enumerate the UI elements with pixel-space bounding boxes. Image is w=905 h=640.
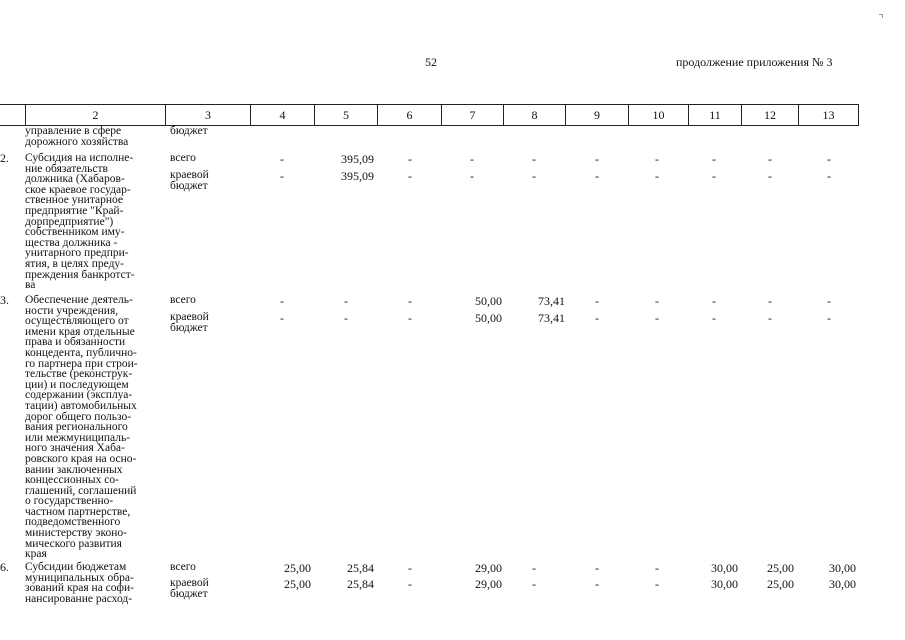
value-cell: - <box>595 561 599 575</box>
row-description: Обеспечение деятель- ности учреждения, осуществляющего от имени края отдельные права и обязанности концедента, публично- го партнера при строи- тельстве (реконструк- ции) и последующем содержании (эксплуа- тации) автомобильных дорог общего пользо- вания регионального или межмуниципаль- ного значения Хаба- ровского края на осно- вании заключенных концессионных со- глашений, соглашений о государственно- частном партнерстве, подведомственного министерству эконо- мического развития края <box>25 294 138 561</box>
value-cell: 29,00 <box>475 577 502 591</box>
value-cell: - <box>532 152 536 166</box>
row-description: Субсидии бюджетам муниципальных обра- зований края на софи- нансирование расход- <box>25 561 134 605</box>
row-type-total: всего <box>170 561 196 573</box>
value-cell: 73,41 <box>538 311 565 325</box>
header-col-7: 7 <box>441 104 503 126</box>
continuation-label: продолжение приложения № 3 <box>676 55 833 69</box>
header-col-1 <box>0 104 25 126</box>
value-cell: 30,00 <box>829 577 856 591</box>
value-cell: 25,84 <box>347 577 374 591</box>
value-cell: - <box>408 152 412 166</box>
value-cell: - <box>655 561 659 575</box>
row-type-regional: краевой бюджет <box>170 311 209 334</box>
carryover-type: бюджет <box>170 125 208 137</box>
value-cell: 29,00 <box>475 561 502 575</box>
value-cell: 50,00 <box>475 311 502 325</box>
carryover-description: управление в сфере дорожного хозяйства <box>25 125 129 148</box>
value-cell: - <box>768 152 772 166</box>
value-cell: - <box>712 152 716 166</box>
value-cell: - <box>408 561 412 575</box>
row-number: 6. <box>0 560 9 574</box>
value-cell: - <box>470 169 474 183</box>
row-type-total: всего <box>170 294 196 306</box>
value-cell: - <box>768 311 772 325</box>
value-cell: - <box>827 169 831 183</box>
row-type-total: всего <box>170 152 196 164</box>
value-cell: - <box>532 561 536 575</box>
value-cell: - <box>280 311 284 325</box>
value-cell: - <box>595 311 599 325</box>
value-cell: - <box>344 311 348 325</box>
value-cell: - <box>827 311 831 325</box>
value-cell: - <box>280 152 284 166</box>
row-number: 3. <box>0 293 9 307</box>
value-cell: - <box>470 152 474 166</box>
header-col-9: 9 <box>565 104 628 126</box>
header-col-3: 3 <box>165 104 250 126</box>
value-cell: - <box>768 294 772 308</box>
header-col-8: 8 <box>503 104 565 126</box>
value-cell: 25,00 <box>767 561 794 575</box>
value-cell: - <box>532 577 536 591</box>
value-cell: - <box>655 294 659 308</box>
value-cell: - <box>655 577 659 591</box>
value-cell: - <box>408 577 412 591</box>
header-col-4: 4 <box>250 104 314 126</box>
row-type-regional: краевой бюджет <box>170 169 209 192</box>
value-cell: 395,09 <box>341 169 374 183</box>
page-number: 52 <box>425 55 437 69</box>
value-cell: 25,00 <box>284 577 311 591</box>
value-cell: - <box>280 169 284 183</box>
value-cell: - <box>595 577 599 591</box>
value-cell: 25,84 <box>347 561 374 575</box>
value-cell: - <box>712 169 716 183</box>
row-number: 2. <box>0 151 9 165</box>
value-cell: 30,00 <box>711 577 738 591</box>
header-col-2: 2 <box>25 104 165 126</box>
value-cell: - <box>827 152 831 166</box>
value-cell: 25,00 <box>767 577 794 591</box>
value-cell: 30,00 <box>711 561 738 575</box>
value-cell: 30,00 <box>829 561 856 575</box>
value-cell: 73,41 <box>538 294 565 308</box>
value-cell: 50,00 <box>475 294 502 308</box>
value-cell: - <box>655 152 659 166</box>
header-col-11: 11 <box>688 104 741 126</box>
value-cell: - <box>595 169 599 183</box>
value-cell: - <box>712 311 716 325</box>
value-cell: - <box>280 294 284 308</box>
value-cell: - <box>408 294 412 308</box>
header-col-5: 5 <box>314 104 377 126</box>
header-col-10: 10 <box>628 104 688 126</box>
value-cell: - <box>655 169 659 183</box>
header-col-6: 6 <box>377 104 441 126</box>
value-cell: - <box>408 311 412 325</box>
corner-mark <box>879 14 883 18</box>
value-cell: 25,00 <box>284 561 311 575</box>
value-cell: - <box>408 169 412 183</box>
header-col-13: 13 <box>798 104 859 126</box>
value-cell: - <box>655 311 659 325</box>
value-cell: - <box>827 294 831 308</box>
value-cell: - <box>595 152 599 166</box>
row-description: Субсидия на исполне- ние обязательств должника (Хабаров- ское краевое государ- ственное унитарное предприятие "Край- дорпредприятие") собственником иму- щества должника - унитарного предпри- ятия, в целях преду- преждения банкротст- ва <box>25 152 135 292</box>
value-cell: 395,09 <box>341 152 374 166</box>
value-cell: - <box>768 169 772 183</box>
value-cell: - <box>532 169 536 183</box>
row-type-regional: краевой бюджет <box>170 577 209 600</box>
header-col-12: 12 <box>741 104 798 126</box>
value-cell: - <box>595 294 599 308</box>
value-cell: - <box>344 294 348 308</box>
value-cell: - <box>712 294 716 308</box>
